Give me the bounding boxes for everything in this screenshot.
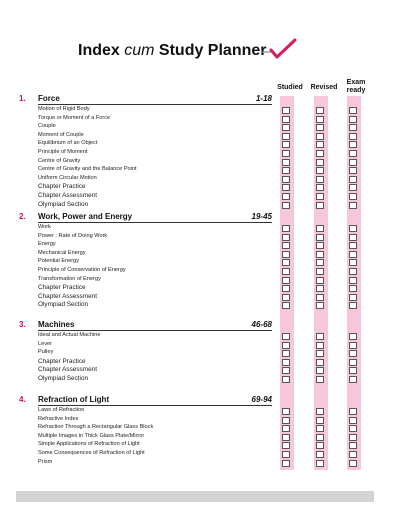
studied-checkbox[interactable] <box>282 367 290 374</box>
page-title <box>78 42 267 60</box>
exam-ready-checkbox[interactable] <box>349 184 357 191</box>
exam-ready-checkbox[interactable] <box>349 442 357 449</box>
studied-checkbox[interactable] <box>282 259 290 266</box>
topic-item: Pulley <box>38 349 54 356</box>
topic-item: Transformation of Energy <box>38 275 101 282</box>
revised-checkbox[interactable] <box>316 359 324 366</box>
revised-checkbox[interactable] <box>316 442 324 449</box>
revised-checkbox[interactable] <box>316 285 324 292</box>
topic-item: Equilibrium of an Object <box>38 140 98 147</box>
revised-checkbox[interactable] <box>316 225 324 232</box>
exam-ready-checkbox[interactable] <box>349 359 357 366</box>
exam-ready-checkbox[interactable] <box>349 268 357 275</box>
chapter-section <box>0 395 272 405</box>
chapter-section <box>0 320 272 330</box>
exam-ready-checkbox[interactable] <box>349 342 357 349</box>
title-part-1: Index <box>78 42 125 59</box>
exam-ready-checkbox[interactable] <box>349 285 357 292</box>
revised-checkbox[interactable] <box>316 176 324 183</box>
column-header-exam-ready: Exam ready <box>346 79 366 94</box>
studied-checkbox[interactable] <box>282 350 290 357</box>
studied-checkbox[interactable] <box>282 193 290 200</box>
checkmark-icon <box>261 38 301 62</box>
chapter-number: 1. <box>19 94 26 103</box>
revised-checkbox[interactable] <box>316 167 324 174</box>
studied-checkbox[interactable] <box>282 425 290 432</box>
revised-checkbox[interactable] <box>316 116 324 123</box>
studied-checkbox[interactable] <box>282 294 290 301</box>
revised-checkbox[interactable] <box>316 417 324 424</box>
topic-item: Motion of Rigid Body <box>38 106 90 112</box>
topic-item: Chapter Assessment <box>38 292 97 300</box>
topic-item: Some Consequences of Refraction of Light <box>38 450 145 456</box>
revised-checkbox[interactable] <box>316 234 324 241</box>
studied-checkbox[interactable] <box>282 167 290 174</box>
revised-checkbox[interactable] <box>316 124 324 131</box>
topic-item: Chapter Practice <box>38 183 86 191</box>
studied-checkbox[interactable] <box>282 417 290 424</box>
exam-ready-checkbox[interactable] <box>349 460 357 467</box>
topic-item: Moment of Couple <box>38 131 84 138</box>
exam-ready-checkbox[interactable] <box>349 202 357 209</box>
studied-checkbox[interactable] <box>282 434 290 441</box>
exam-ready-checkbox[interactable] <box>349 259 357 266</box>
topic-item: Torque or Moment of a Force <box>38 114 111 121</box>
exam-ready-checkbox[interactable] <box>349 277 357 284</box>
revised-checkbox[interactable] <box>316 451 324 458</box>
column-header-studied: Studied <box>277 84 303 91</box>
exam-ready-checkbox[interactable] <box>349 150 357 157</box>
topic-item: Uniform Circular Motion <box>38 174 97 181</box>
exam-ready-checkbox[interactable] <box>349 116 357 123</box>
revised-checkbox[interactable] <box>316 350 324 357</box>
chapter-page-range: 1-18 <box>255 94 272 103</box>
revised-checkbox[interactable] <box>316 277 324 284</box>
revised-checkbox[interactable] <box>316 141 324 148</box>
studied-checkbox[interactable] <box>282 442 290 449</box>
exam-ready-checkbox[interactable] <box>349 167 357 174</box>
studied-checkbox[interactable] <box>282 234 290 241</box>
chapter-page-range: 19-45 <box>251 212 272 221</box>
studied-checkbox[interactable] <box>282 176 290 183</box>
title-part-2: cum <box>124 42 155 59</box>
exam-ready-checkbox[interactable] <box>349 242 357 249</box>
exam-ready-checkbox[interactable] <box>349 302 357 309</box>
chapter-divider <box>38 405 272 406</box>
exam-ready-checkbox[interactable] <box>349 376 357 383</box>
topic-item: Work <box>38 224 51 230</box>
topic-item: Prism <box>38 458 53 465</box>
topic-item: Chapter Assessment <box>38 366 97 374</box>
revised-checkbox[interactable] <box>316 302 324 309</box>
revised-checkbox[interactable] <box>316 294 324 301</box>
topic-item: Power : Rate of Doing Work <box>38 232 108 239</box>
exam-ready-checkbox[interactable] <box>349 159 357 166</box>
revised-checkbox[interactable] <box>316 333 324 340</box>
studied-checkbox[interactable] <box>282 133 290 140</box>
chapter-section <box>0 94 272 104</box>
topic-item: Energy <box>38 241 56 248</box>
studied-checkbox[interactable] <box>282 184 290 191</box>
footer-bar <box>16 491 374 502</box>
exam-ready-checkbox[interactable] <box>349 333 357 340</box>
studied-checkbox[interactable] <box>282 333 290 340</box>
revised-checkbox[interactable] <box>316 150 324 157</box>
exam-ready-checkbox[interactable] <box>349 193 357 200</box>
topic-item: Mechanical Energy <box>38 249 86 256</box>
studied-checkbox[interactable] <box>282 107 290 114</box>
studied-checkbox[interactable] <box>282 376 290 383</box>
studied-checkbox[interactable] <box>282 225 290 232</box>
revised-checkbox[interactable] <box>316 184 324 191</box>
studied-checkbox[interactable] <box>282 141 290 148</box>
studied-checkbox[interactable] <box>282 242 290 249</box>
chapter-title: Force <box>38 94 60 103</box>
revised-checkbox[interactable] <box>316 202 324 209</box>
topic-item: Lever <box>38 340 52 347</box>
studied-checkbox[interactable] <box>282 202 290 209</box>
topic-item: Olympiad Section <box>38 375 89 382</box>
revised-checkbox[interactable] <box>316 193 324 200</box>
exam-ready-checkbox[interactable] <box>349 124 357 131</box>
exam-ready-checkbox[interactable] <box>349 234 357 241</box>
topic-item: Centre of Gravity and the Balance Point <box>38 166 137 173</box>
chapter-page-range: 69-94 <box>251 395 272 404</box>
exam-ready-checkbox[interactable] <box>349 141 357 148</box>
exam-ready-checkbox[interactable] <box>349 434 357 441</box>
revised-checkbox[interactable] <box>316 367 324 374</box>
revised-checkbox[interactable] <box>316 434 324 441</box>
revised-checkbox[interactable] <box>316 408 324 415</box>
revised-checkbox[interactable] <box>316 159 324 166</box>
chapter-number: 3. <box>19 320 26 329</box>
exam-ready-checkbox[interactable] <box>349 425 357 432</box>
studied-checkbox[interactable] <box>282 251 290 258</box>
chapter-page-range: 46-68 <box>251 320 272 329</box>
studied-checkbox[interactable] <box>282 150 290 157</box>
studied-checkbox[interactable] <box>282 460 290 467</box>
topic-item: Chapter Practice <box>38 357 86 365</box>
topic-item: Ideal and Actual Machine <box>38 332 101 338</box>
studied-checkbox[interactable] <box>282 124 290 131</box>
studied-checkbox[interactable] <box>282 277 290 284</box>
topic-item: Principle of Moment <box>38 149 88 155</box>
exam-ready-checkbox[interactable] <box>349 107 357 114</box>
exam-ready-checkbox[interactable] <box>349 225 357 232</box>
revised-checkbox[interactable] <box>316 425 324 432</box>
studied-checkbox[interactable] <box>282 342 290 349</box>
studied-checkbox[interactable] <box>282 159 290 166</box>
chapter-title: Work, Power and Energy <box>38 212 133 221</box>
chapter-number: 2. <box>19 212 26 221</box>
revised-checkbox[interactable] <box>316 376 324 383</box>
revised-checkbox[interactable] <box>316 251 324 258</box>
chapter-title: Machines <box>38 320 75 329</box>
chapter-divider <box>38 330 272 331</box>
topic-item: Potential Energy <box>38 258 80 265</box>
chapter-divider <box>38 222 272 223</box>
column-header-revised: Revised <box>310 84 338 91</box>
revised-checkbox[interactable] <box>316 342 324 349</box>
topic-item: Couple <box>38 123 56 130</box>
exam-ready-checkbox[interactable] <box>349 451 357 458</box>
revised-checkbox[interactable] <box>316 107 324 114</box>
exam-ready-checkbox[interactable] <box>349 176 357 183</box>
chapter-section <box>0 212 272 222</box>
revised-checkbox[interactable] <box>316 268 324 275</box>
topic-item: Refraction Through a Rectangular Glass Block <box>38 424 154 431</box>
chapter-title: Refraction of Light <box>38 395 110 404</box>
studied-checkbox[interactable] <box>282 359 290 366</box>
studied-checkbox[interactable] <box>282 268 290 275</box>
exam-ready-checkbox[interactable] <box>349 350 357 357</box>
topic-item: Principle of Conservation of Energy <box>38 267 126 273</box>
exam-ready-checkbox[interactable] <box>349 408 357 415</box>
topic-item: Laws of Refraction <box>38 407 85 413</box>
topic-item: Multiple Images in Thick Glass Plate/Mirror <box>38 432 145 439</box>
topic-item: Olympiad Section <box>38 200 89 208</box>
studied-checkbox[interactable] <box>282 116 290 123</box>
chapter-divider <box>38 104 272 105</box>
topic-item: Chapter Practice <box>38 284 86 292</box>
revised-checkbox[interactable] <box>316 259 324 266</box>
exam-ready-checkbox[interactable] <box>349 417 357 424</box>
studied-checkbox[interactable] <box>282 408 290 415</box>
topic-item: Olympiad Section <box>38 301 89 309</box>
topic-item: Centre of Gravity <box>38 157 81 164</box>
revised-checkbox[interactable] <box>316 460 324 467</box>
exam-ready-checkbox[interactable] <box>349 294 357 301</box>
studied-checkbox[interactable] <box>282 302 290 309</box>
topic-item: Chapter Assessment <box>38 192 97 199</box>
exam-ready-checkbox[interactable] <box>349 251 357 258</box>
chapter-number: 4. <box>19 395 26 404</box>
topic-item: Refractive Index <box>38 415 79 422</box>
revised-checkbox[interactable] <box>316 133 324 140</box>
studied-checkbox[interactable] <box>282 451 290 458</box>
studied-checkbox[interactable] <box>282 285 290 292</box>
title-part-3: Study Planner <box>154 42 267 59</box>
topic-item: Simple Applications of Refraction of Light <box>38 441 140 448</box>
exam-ready-checkbox[interactable] <box>349 133 357 140</box>
revised-checkbox[interactable] <box>316 242 324 249</box>
exam-ready-checkbox[interactable] <box>349 367 357 374</box>
